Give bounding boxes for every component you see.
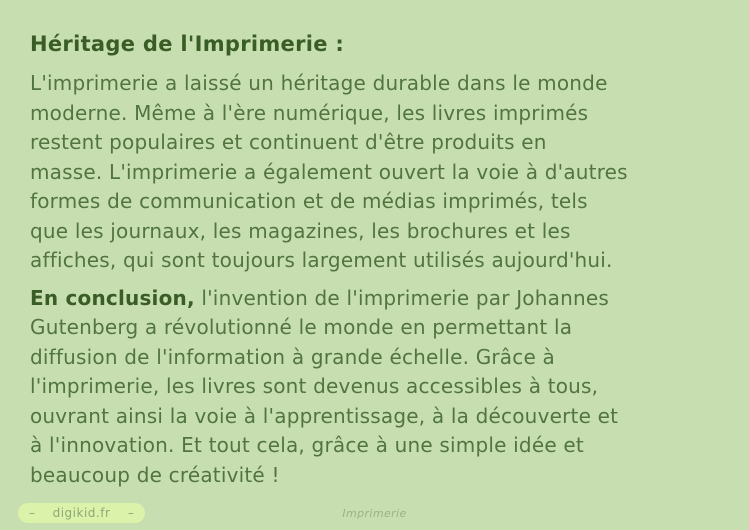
- badge-dash-right: –: [128, 506, 134, 520]
- text-line: masse. L'imprimerie a également ouvert la voie à d'autres: [30, 159, 628, 184]
- text-line: à l'innovation. Et tout cela, grâce à une simple idée et: [30, 433, 584, 457]
- text-line: ouvrant ainsi la voie à l'apprentissage, à la découverte et: [30, 403, 619, 428]
- text-line: diffusion de l'information à grande échelle. Grâce à: [30, 344, 555, 369]
- page-title: Héritage de l'Imprimerie :: [30, 32, 345, 56]
- paragraph-conclusion: [30, 284, 725, 491]
- text-line-rest: l'invention de l'imprimerie par Johannes: [194, 285, 609, 310]
- text-line: que les journaux, les magazines, les brochures et les: [30, 218, 571, 243]
- text-line: Gutenberg a révolutionné le monde en permettant la: [30, 315, 573, 339]
- text-line: affiches, qui sont toujours largement utilisés aujourd'hui.: [30, 248, 613, 272]
- text-line: L'imprimerie a laissé un héritage durable dans le monde: [30, 71, 608, 95]
- text-line: moderne. Même à l'ère numérique, les livres imprimés: [30, 100, 589, 125]
- text-line: [30, 284, 725, 314]
- text-line: l'imprimerie, les livres sont devenus accessibles à tous,: [30, 374, 599, 398]
- paragraph-heritage: [30, 69, 725, 276]
- badge-label: digikid.fr: [52, 506, 111, 520]
- text-line: beaucoup de créativité !: [30, 462, 280, 487]
- badge-dash-left: –: [29, 506, 35, 520]
- text-line: restent populaires et continuent d'être produits en: [30, 130, 547, 154]
- conclusion-lead-bold: En conclusion,: [30, 285, 195, 310]
- footer-page-label: Imprimerie: [342, 507, 407, 520]
- text-line: formes de communication et de médias imprimés, tels: [30, 189, 588, 213]
